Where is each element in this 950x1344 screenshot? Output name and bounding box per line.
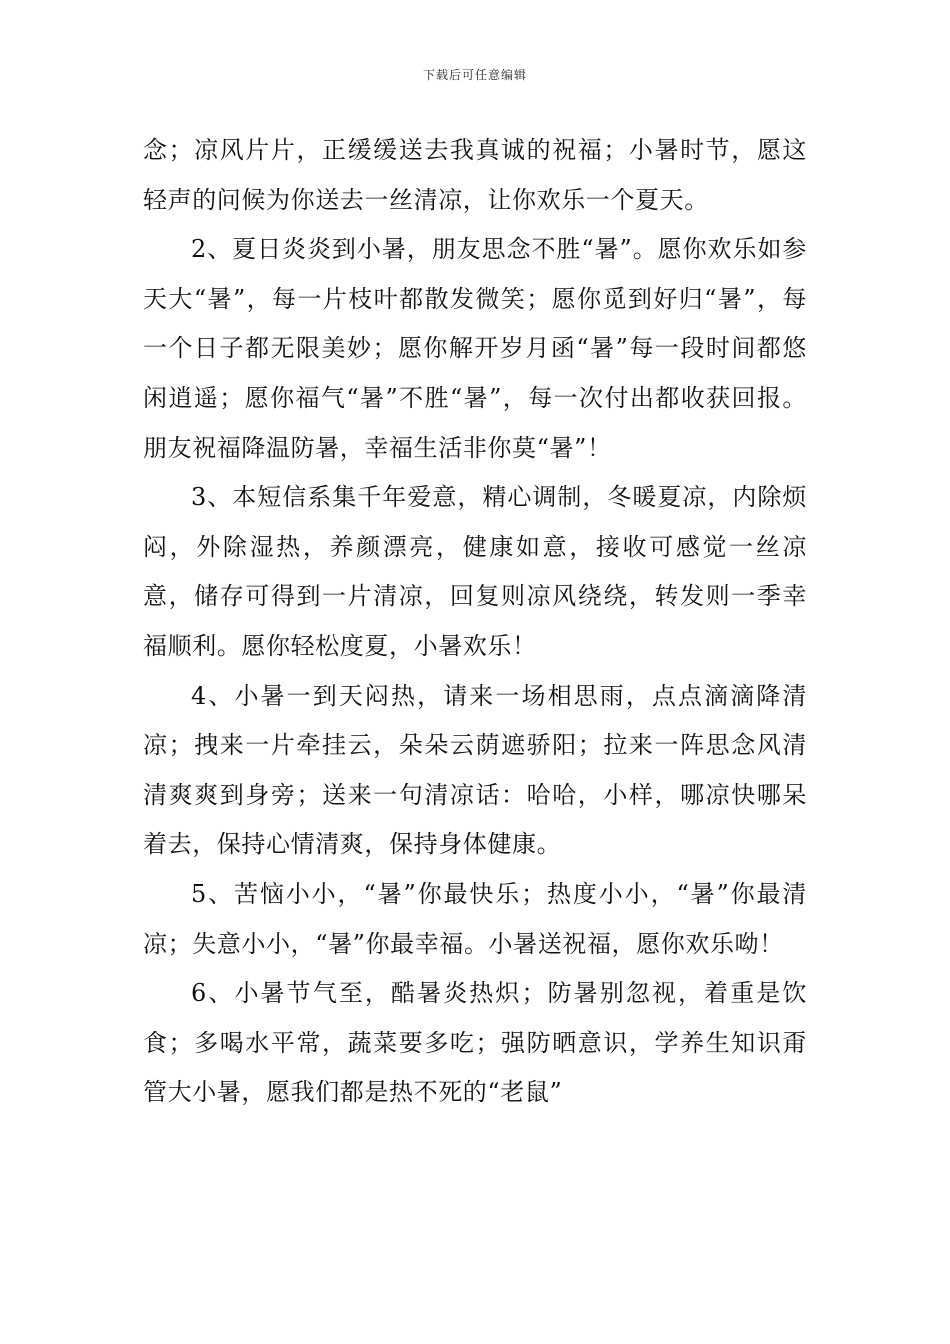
paragraph-4: 4、小暑一到天闷热，请来一场相思雨，点点滴滴降清凉；拽来一片牵挂云，朵朵云荫遮骄阳；拉来一阵思念风清清爽爽到身旁；送来一句清凉话：哈哈，小样，哪凉快哪呆着去，保持心情清爽，保持身体健康。 [143,681,807,859]
paragraph-1: 念；凉风片片，正缓缓送去我真诚的祝福；小暑时节，愿这轻声的问候为你送去一丝清凉，让你欢乐一个夏天。 [143,136,807,214]
paragraph-2: 2、夏日炎炎到小暑，朋友思念不胜“暑”。愿你欢乐如参天大“暑”，每一片枝叶都散发微笑；愿你觅到好归“暑”，每一个日子都无限美妙；愿你解开岁月函“暑”每一段时间都悠闲逍遥；愿你福气“暑”不胜“暑”，每一次付出都收获回报。朋友祝福降温防暑，幸福生活非你莫“暑”！ [143,235,807,462]
document-body [143,126,807,1118]
paragraph-6: 6、小暑节气至，酷暑炎热炽；防暑别忽视，着重是饮食；多喝水平常，蔬菜要多吃；强防晒意识，学养生知识甭管大小暑，愿我们都是热不死的“老鼠” [143,979,807,1107]
paragraph-3: 3、本短信系集千年爱意，精心调制，冬暖夏凉，内除烦闷，外除湿热，养颜漂亮，健康如意，接收可感觉一丝凉意，储存可得到一片清凉，回复则凉风绕绕，转发则一季幸福顺利。愿你轻松度夏，小暑欢乐！ [143,483,807,660]
page-header: 下载后可任意编辑 [422,68,527,82]
paragraph-5: 5、苦恼小小，“暑”你最快乐；热度小小，“暑”你最清凉；失意小小，“暑”你最幸福。小暑送祝福，愿你欢乐呦！ [143,879,807,958]
